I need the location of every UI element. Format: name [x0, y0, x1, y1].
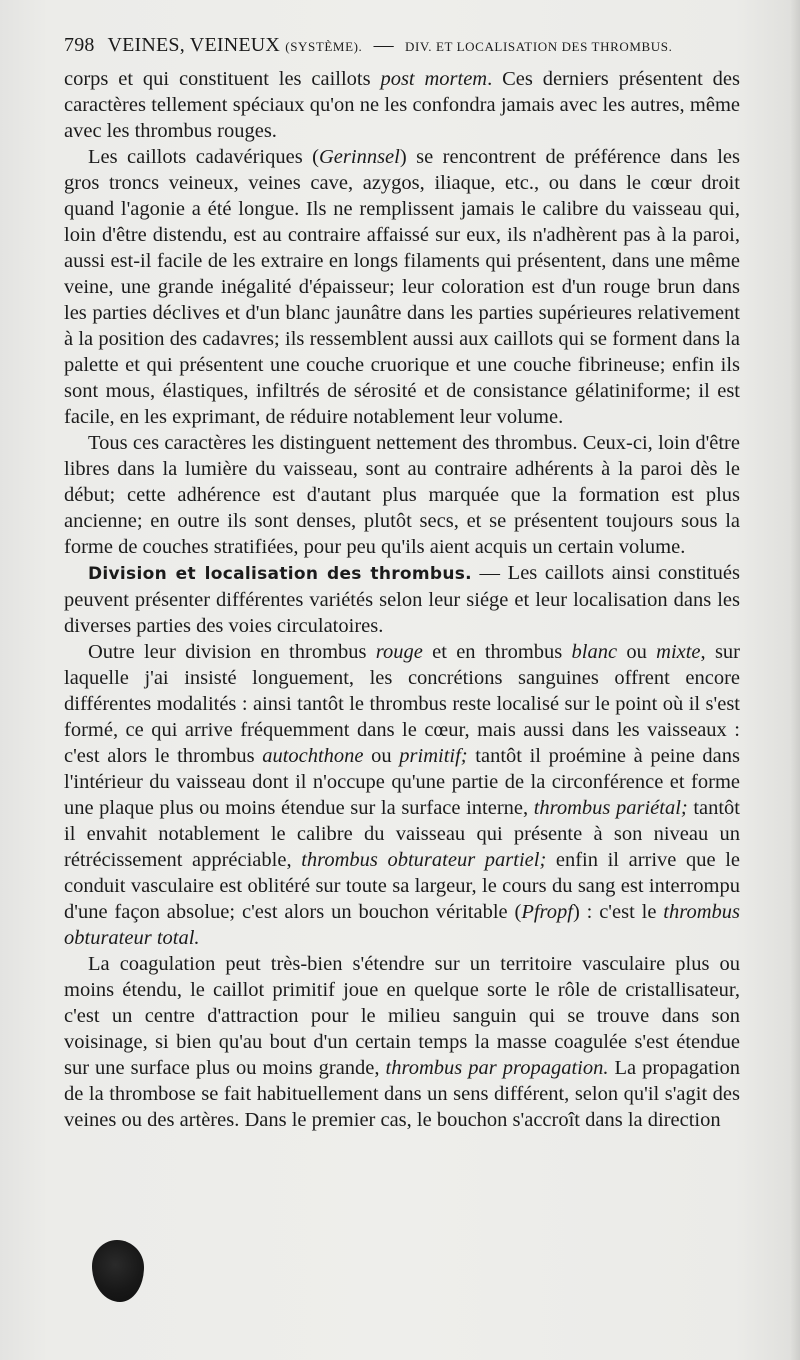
p5-it3: mixte [656, 641, 701, 663]
p5-it4: autochthone [262, 745, 364, 767]
paragraph-6 [64, 951, 740, 1133]
body-text [64, 66, 740, 1133]
ink-blot [92, 1240, 144, 1302]
p5-i: ) : c'est le [572, 901, 664, 923]
header-dash: — [373, 34, 394, 56]
p2-start: Les caillots cadavériques ( [88, 146, 319, 168]
paragraph-2 [64, 144, 740, 430]
running-header [64, 34, 744, 57]
p6-italic: thrombus par propagation. [385, 1057, 609, 1079]
p1-text: corps et qui constituent les caillots [64, 68, 381, 90]
page-edge-shadow [790, 0, 800, 1360]
header-section: DIV. ET LOCALISATION DES THROMBUS. [405, 39, 673, 54]
section-heading: Division et localisation des thrombus. [88, 564, 472, 584]
p5-f: tantôt il proémine à peine dans l'intérieur du vaisseau dont il n'occupe qu'une partie de la circonférence et forme une plaque plus ou moins étendue sur la surface interne, [64, 745, 740, 819]
p1-italic: post mortem [380, 68, 488, 90]
p6-a: La coagulation peut très-bien s'étendre sur un territoire vasculaire plus ou moins étendu, le caillot primitif joue en quelque sorte le rôle de cristallisateur, c'est un centre d'attraction pour le milieu sanguin qui se trouve dans son voisinage, si bien qu'au bout d'un certain temps la masse coagulée s'est étendue sur une surface plus ou moins grande, [64, 953, 740, 1079]
p1-rest: . Ces derniers présentent des caractères tellement spéciaux qu'on ne les confondra jamais avec les autres, même avec les thrombus rouges. [64, 68, 741, 142]
p5-h: enfin il arrive que le conduit vasculaire est oblitéré sur toute sa largeur, le cours du sang est interrompu d'une façon absolue; c'est alors un bouchon véritable ( [64, 849, 740, 923]
p5-d: , sur laquelle j'ai insisté longuement, les concrétions sanguines offrent encore différentes modalités : ainsi tantôt le thrombus reste localisé sur le point où il s'est formé, ce qui arrive fréquemment dans le cœur, mais aussi dans les vaisseaux : c'est alors le thrombus [64, 641, 740, 767]
header-title-paren: (SYSTÈME). [285, 39, 363, 54]
p5-a: Outre leur division en thrombus [88, 641, 376, 663]
paragraph-5 [64, 639, 740, 951]
p4-rest: — Les caillots ainsi constitués peuvent présenter différentes variétés selon leur siége et leur localisation dans les diverses parties des voies circulatoires. [64, 562, 741, 637]
p5-it6: thrombus pariétal; [533, 797, 688, 819]
p5-e: ou [363, 745, 400, 767]
p2-italic: Gerinnsel [319, 146, 400, 168]
p6-b: La propagation de la thrombose se fait habituellement dans un sens différent, selon qu'il s'agit des veines ou des artères. Dans le premier cas, le bouchon s'accroît dans la direction [64, 1057, 741, 1131]
p5-it8: Pfropf [521, 901, 573, 923]
paragraph-1 [64, 66, 740, 144]
p2-rest: ) se rencontrent de préférence dans les gros troncs veineux, veines cave, azygos, iliaque, etc., ou dans le cœur droit quand l'agonie a été longue. Ils ne remplissent jamais le calibre du vaisseau qui, loin d'être distendu, est au contraire affaissé sur eux, ils n'adhèrent pas à la paroi, aussi est-il facile de les extraire en longs filaments qui présentent, dans une même veine, une grande inégalité d'épaisseur; leur coloration est d'un rouge brun dans les parties déclives et d'un blanc jaunâtre dans les parties supérieures relativement à la position des cadavres; ils ressemblent aussi aux caillots qui se forment dans la palette et qui présentent une couche cruorique et une couche fibrineuse; enfin ils sont mous, élastiques, infiltrés de sérosité et de consistance gélatiniforme; il est facile, en les exprimant, de réduire notablement leur volume. [64, 146, 740, 428]
p5-it2: blanc [571, 641, 618, 663]
p5-it5: primitif; [399, 745, 468, 767]
p5-it7: thrombus obturateur partiel; [301, 849, 547, 871]
p5-g: tantôt il envahit notablement le calibre du vaisseau qui présente à son niveau un rétrécissement appréciable, [64, 797, 741, 871]
p5-c: ou [617, 641, 657, 663]
page-number: 798 [64, 34, 95, 56]
p5-b: et en thrombus [422, 641, 572, 663]
p5-it9: thrombus obturateur total. [64, 901, 740, 949]
p5-it1: rouge [375, 641, 423, 663]
header-title: VEINES, VEINEUX [107, 34, 281, 56]
paragraph-3: Tous ces caractères les distinguent nettement des thrombus. Ceux-ci, loin d'être libres dans la lumière du vaisseau, sont au contraire adhérents à la paroi dès le début; cette adhérence est d'autant plus marquée que la formation est plus ancienne; en outre ils sont denses, plutôt secs, et se présentent toujours sous la forme de couches stratifiées, pour peu qu'ils aient acquis un certain volume. [64, 432, 740, 558]
paragraph-4 [64, 560, 740, 639]
